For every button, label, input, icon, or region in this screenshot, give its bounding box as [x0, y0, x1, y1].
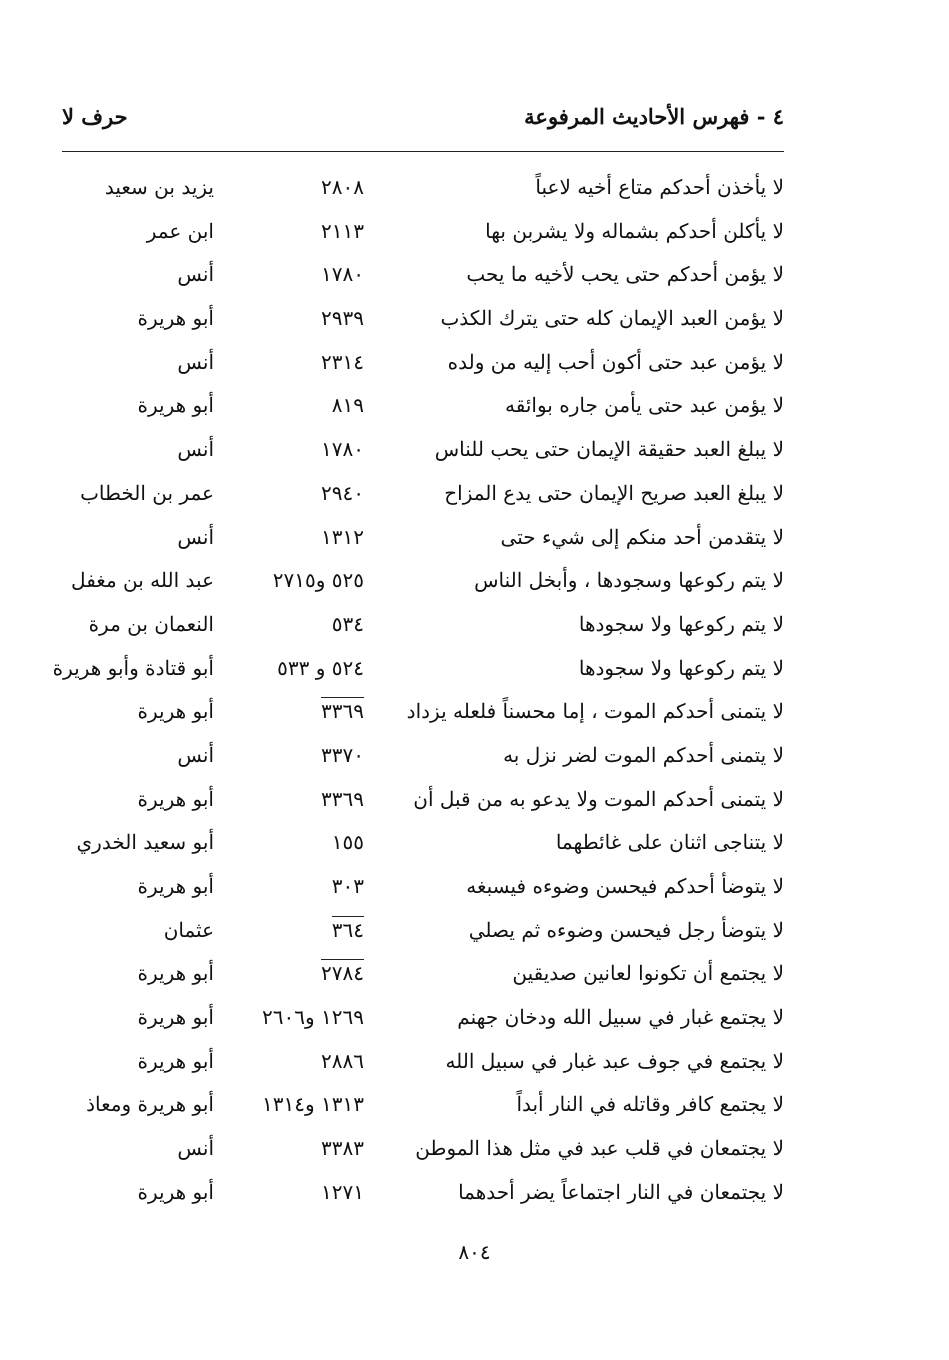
narrator: أبو هريرة	[137, 874, 214, 898]
index-row	[62, 734, 784, 778]
hadith-number	[224, 696, 364, 726]
index-row	[62, 690, 784, 734]
hadith-number-value: ٢٩٤٠	[321, 480, 364, 505]
hadith-number-value: ٣٦٤	[331, 917, 364, 942]
hadith-number	[224, 434, 364, 464]
index-row	[62, 909, 784, 953]
hadith-number-value: ٢٨٨٦	[321, 1048, 364, 1073]
hadith-number	[224, 478, 364, 508]
letter-label: حرف لا	[62, 104, 128, 129]
hadith-number-value: ١٢٦٩ و٢٦٠٦	[262, 1005, 364, 1030]
narrator: أنس	[177, 742, 214, 767]
hadith-number	[224, 565, 364, 595]
narrator: أبو قتادة وأبو هريرة	[52, 655, 214, 680]
hadith-number	[224, 259, 364, 289]
index-row	[62, 1127, 784, 1171]
hadith-number	[224, 1046, 364, 1076]
hadith-text: لا يتمنى أحدكم الموت ولا يدعو به من قبل أن	[413, 786, 784, 811]
page-number: ٨٠٤	[458, 1240, 491, 1264]
index-row	[62, 384, 784, 428]
hadith-text: لا يتوضأ أحدكم فيحسن وضوءه فيسبغه	[466, 874, 784, 898]
section-title: ٤ - فهرس الأحاديث المرفوعة	[524, 104, 784, 129]
index-row	[62, 603, 784, 647]
hadith-text: لا يتم ركوعها ولا سجودها	[578, 611, 784, 636]
hadith-text: لا يجتمعان في النار اجتماعاً يضر أحدهما	[458, 1179, 784, 1204]
index-row	[52, 647, 784, 691]
hadith-number-value: ٥٢٥ و٢٧١٥	[272, 568, 364, 593]
index-row	[62, 166, 784, 210]
hadith-text: لا يتم ركوعها ولا سجودها	[578, 655, 784, 680]
narrator: أبو هريرة	[137, 306, 214, 331]
narrator: أبو هريرة	[137, 1179, 214, 1204]
hadith-number-value: ٣٣٧٠	[321, 742, 364, 767]
hadith-text: لا يجتمعان في قلب عبد في مثل هذا الموطن	[415, 1136, 784, 1161]
hadith-number-value: ٨١٩	[331, 393, 364, 418]
hadith-text: لا يأخذن أحدكم متاع أخيه لاعباً	[535, 175, 784, 199]
narrator: أبو هريرة	[137, 786, 214, 811]
index-row	[62, 472, 784, 516]
hadith-number-value: ٥٢٤ و ٥٣٣	[277, 655, 364, 680]
narrator: أبو سعيد الخدري	[76, 830, 214, 855]
hadith-text: لا يجتمع في جوف عبد غبار في سبيل الله	[445, 1048, 784, 1073]
hadith-text: لا يتوضأ رجل فيحسن وضوءه ثم يصلي	[468, 917, 784, 942]
header-rule	[62, 151, 784, 152]
index-row	[62, 516, 784, 560]
hadith-number-value: ٢٨٠٨	[321, 175, 364, 199]
hadith-number	[224, 609, 364, 639]
hadith-index-list	[52, 166, 784, 1215]
hadith-number	[224, 1089, 364, 1119]
hadith-number	[224, 827, 364, 857]
narrator: عبد الله بن مغفل	[71, 568, 214, 593]
index-row	[62, 428, 784, 472]
hadith-text: لا يجتمع كافر وقاتله في النار أبداً	[516, 1092, 784, 1117]
index-row	[62, 253, 784, 297]
narrator: أنس	[177, 1136, 214, 1161]
narrator: أبو هريرة	[137, 1005, 214, 1030]
hadith-text: لا يأكلن أحدكم بشماله ولا يشربن بها	[485, 218, 784, 243]
hadith-number-value: ٣٣٦٩	[321, 786, 364, 811]
hadith-text: لا يتمنى أحدكم الموت ، إما محسناً فلعله يزداد	[406, 699, 784, 724]
hadith-number	[224, 784, 364, 814]
narrator: أنس	[177, 262, 214, 287]
index-row	[62, 778, 784, 822]
hadith-text: لا يبلغ العبد صريح الإيمان حتى يدع المزاح	[444, 480, 784, 505]
hadith-text: لا يتناجى اثنان على غائطهما	[555, 830, 784, 855]
page-header	[62, 104, 784, 144]
narrator: أنس	[177, 437, 214, 462]
index-row	[62, 297, 784, 341]
index-row	[62, 1171, 784, 1215]
index-row	[62, 559, 784, 603]
hadith-number-value: ٢٩٣٩	[321, 306, 364, 331]
narrator: يزيد بن سعيد	[104, 175, 214, 199]
hadith-number-value: ١٣١٣ و١٣١٤	[262, 1092, 364, 1117]
hadith-number	[224, 958, 364, 988]
hadith-number-value: ٢٣١٤	[321, 349, 364, 374]
narrator: أنس	[177, 349, 214, 374]
narrator: عثمان	[163, 917, 214, 942]
hadith-number	[224, 915, 364, 945]
index-row	[62, 1083, 784, 1127]
hadith-number	[224, 740, 364, 770]
narrator: النعمان بن مرة	[88, 611, 214, 636]
hadith-text: لا يتمنى أحدكم الموت لضر نزل به	[503, 742, 784, 767]
index-row	[62, 865, 784, 909]
index-row	[62, 821, 784, 865]
hadith-text: لا يجتمع أن تكونوا لعانين صديقين	[512, 961, 784, 986]
hadith-number-value: ١٧٨٠	[321, 262, 364, 287]
hadith-number	[224, 1133, 364, 1163]
hadith-number-value: ١٥٥	[331, 830, 364, 855]
narrator: ابن عمر	[146, 218, 214, 243]
narrator: أبو هريرة	[137, 1048, 214, 1073]
narrator: أنس	[177, 524, 214, 549]
hadith-number	[224, 871, 364, 901]
hadith-number	[224, 653, 364, 683]
hadith-number	[224, 1002, 364, 1032]
hadith-number	[224, 347, 364, 377]
hadith-number-value: ٣٠٣	[331, 874, 364, 898]
hadith-text: لا يجتمع غبار في سبيل الله ودخان جهنم	[457, 1005, 784, 1030]
hadith-text: لا يؤمن العبد الإيمان كله حتى يترك الكذب	[440, 306, 784, 331]
narrator: أبو هريرة	[137, 393, 214, 418]
narrator: أبو هريرة ومعاذ	[86, 1092, 214, 1117]
index-row	[62, 210, 784, 254]
hadith-number	[224, 216, 364, 246]
index-row	[62, 996, 784, 1040]
hadith-number-value: ٣٣٨٣	[321, 1136, 364, 1161]
hadith-number-value: ٢٧٨٤	[321, 961, 364, 986]
hadith-number-value: ١٢٧١	[321, 1179, 364, 1204]
hadith-number	[224, 172, 364, 202]
hadith-text: لا يؤمن أحدكم حتى يحب لأخيه ما يحب	[466, 262, 784, 287]
hadith-number	[224, 390, 364, 420]
index-row	[62, 952, 784, 996]
hadith-text: لا يتقدمن أحد منكم إلى شيء حتى	[500, 524, 784, 549]
hadith-number-value: ١٧٨٠	[321, 437, 364, 462]
hadith-text: لا يؤمن عبد حتى يأمن جاره بوائقه	[505, 393, 784, 418]
hadith-number	[224, 1177, 364, 1207]
index-row	[62, 341, 784, 385]
hadith-number-value: ٥٣٤	[331, 611, 364, 636]
narrator: أبو هريرة	[137, 961, 214, 986]
hadith-number-value: ١٣١٢	[321, 524, 364, 549]
index-row	[62, 1040, 784, 1084]
hadith-text: لا يؤمن عبد حتى أكون أحب إليه من ولده	[447, 349, 784, 374]
narrator: أبو هريرة	[137, 699, 214, 724]
hadith-number-value: ٢١١٣	[321, 218, 364, 243]
hadith-number	[224, 522, 364, 552]
hadith-number-value: ٣٣٦٩	[321, 699, 364, 724]
narrator: عمر بن الخطاب	[80, 480, 214, 505]
hadith-text: لا يبلغ العبد حقيقة الإيمان حتى يحب للناس	[434, 437, 784, 462]
hadith-number	[224, 303, 364, 333]
hadith-text: لا يتم ركوعها وسجودها ، وأبخل الناس	[474, 568, 784, 593]
